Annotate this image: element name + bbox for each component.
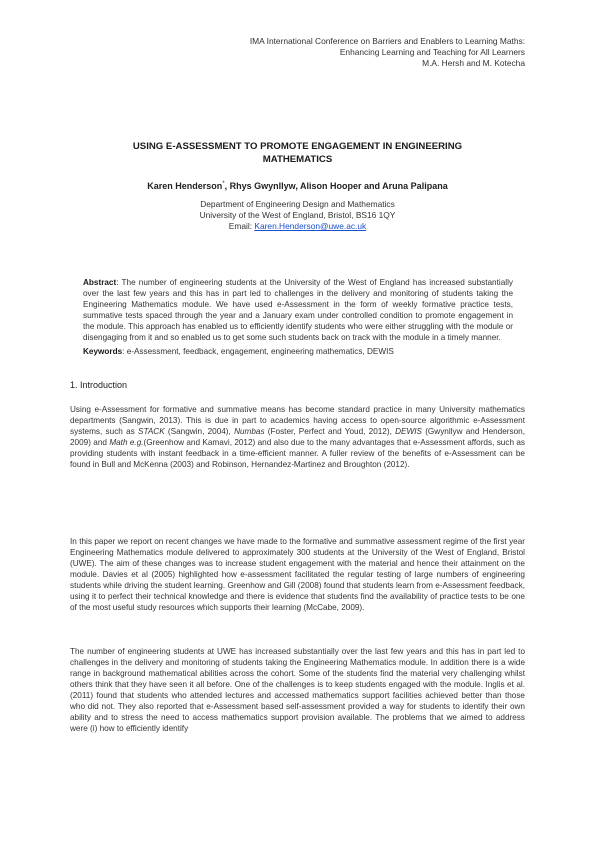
author-list xyxy=(70,178,525,192)
abstract xyxy=(83,277,513,343)
para1-numbas: Numbas xyxy=(234,427,265,436)
para1-text-c: (Foster, Perfect and Youd, 2012), xyxy=(264,427,396,436)
intro-paragraph-1 xyxy=(70,404,525,470)
para1-stack: STACK xyxy=(137,427,165,436)
para1-matheg: Math e.g. xyxy=(109,438,144,447)
email-link[interactable]: Karen.Henderson@uwe.ac.uk xyxy=(254,221,367,231)
author-1: Karen Henderson xyxy=(147,181,223,191)
running-header xyxy=(125,36,525,69)
intro-paragraph-2: In this paper we report on recent changes we have made to the formative and summative assessment regime of the first year Engineering Mathematics module delivered to approximately 300 students at the University of the West of England, Bristol (UWE). The aim of these changes was to increase student engagement with the material and hence their attainment on the module. Davies et al (2005) highlighted how e-assessment facilitated the regular testing of large numbers of engineering students while driving the student learning. Greenhow and Gill (2008) found that students learn from e-Assessment feedback, using it to perfect their technical knowledge and there is evidence that students find the availability of practice tests to be one of the most useful study resources which supports their learning (McCabe, 2009). xyxy=(70,537,525,612)
para1-text-d: (Gwynllyw and Henderson, 2009) and xyxy=(70,427,525,447)
para1-text-a: Using e-Assessment for formative and summative means has become standard practice in many University mathematics departments (Sangwin, 2013). This is due in part to academics having access to open-source algorithmic e-Assessment systems, such as xyxy=(70,405,525,436)
paper-title xyxy=(70,140,525,166)
abstract-text: : The number of engineering students at the University of the West of England has increased substantially over the last few years and this has in part led to challenges in the delivery and monitoring of students taking the Engineering Mathematics module. We have used e-Assessment in the form of weekly formative practice tests, summative tests spaced through the year and a January exam under controlled condition to promote engagement in the module. This approach has enabled us to efficiently identify students who were either struggling with the module or disengaging from it and so enabled us to get some such students back on track with the module in a timely manner. xyxy=(83,278,513,342)
header-line-subtitle: Enhancing Learning and Teaching for All Learners xyxy=(339,47,525,57)
para1-text-e: (Greenhow and Kamavi, 2012) and also due to the many advantages that e-Assessment affords, such as providing students with instant feedback in a time-efficient manner. A fuller review of the benefits of e-Assessment can be found in Bull and McKenna (2003) and Robinson, Hernandez-Martinez and Broughton (2012). xyxy=(70,438,525,469)
title-line-2: MATHEMATICS xyxy=(262,154,333,165)
keywords xyxy=(83,346,513,357)
affiliation-email-line xyxy=(70,221,525,232)
para1-dewis: DEWIS xyxy=(395,427,422,436)
para1-text-b: (Sangwin, 2004), xyxy=(164,427,235,436)
title-line-1: USING E-ASSESSMENT TO PROMOTE ENGAGEMENT IN ENGINEERING xyxy=(132,141,463,152)
keywords-label: Keywords xyxy=(83,347,123,356)
email-label: Email: xyxy=(228,221,255,231)
intro-paragraph-3: The number of engineering students at UWE has increased substantially over the last few years and this has in part led to challenges in the delivery and monitoring of students taking the Engineering Mathematics module. In addition there is a wide range in background mathematical abilities across the cohort. Some of the students find the material very challenging whilst others think that they have seen it all before. One of the challenges is to keep students engaged with the module. Inglis et al. (2011) found that students who attended lectures and accessed mathematics support facilities achieved better than those who did not. They also reported that e-Assessment based self-assessment provided a way for students to identify their own ability and to stress the need to access mathematics support provision available. The problems that we aimed to address were (i) how to efficiently identify xyxy=(70,647,525,733)
section-heading-introduction: 1. Introduction xyxy=(70,380,128,390)
affiliation-department: Department of Engineering Design and Mathematics xyxy=(200,199,395,209)
keywords-text: : e-Assessment, feedback, engagement, engineering mathematics, DEWIS xyxy=(122,347,394,356)
header-line-editors: M.A. Hersh and M. Kotecha xyxy=(422,58,525,68)
affiliation-university: University of the West of England, Bristol, BS16 1QY xyxy=(199,210,396,220)
header-line-conference: IMA International Conference on Barriers and Enablers to Learning Maths: xyxy=(249,36,525,46)
affiliation xyxy=(70,199,525,232)
other-authors: , Rhys Gwynllyw, Alison Hooper and Aruna Palipana xyxy=(224,181,448,191)
abstract-label: Abstract xyxy=(83,278,117,287)
corresponding-author-mark: * xyxy=(222,181,225,187)
